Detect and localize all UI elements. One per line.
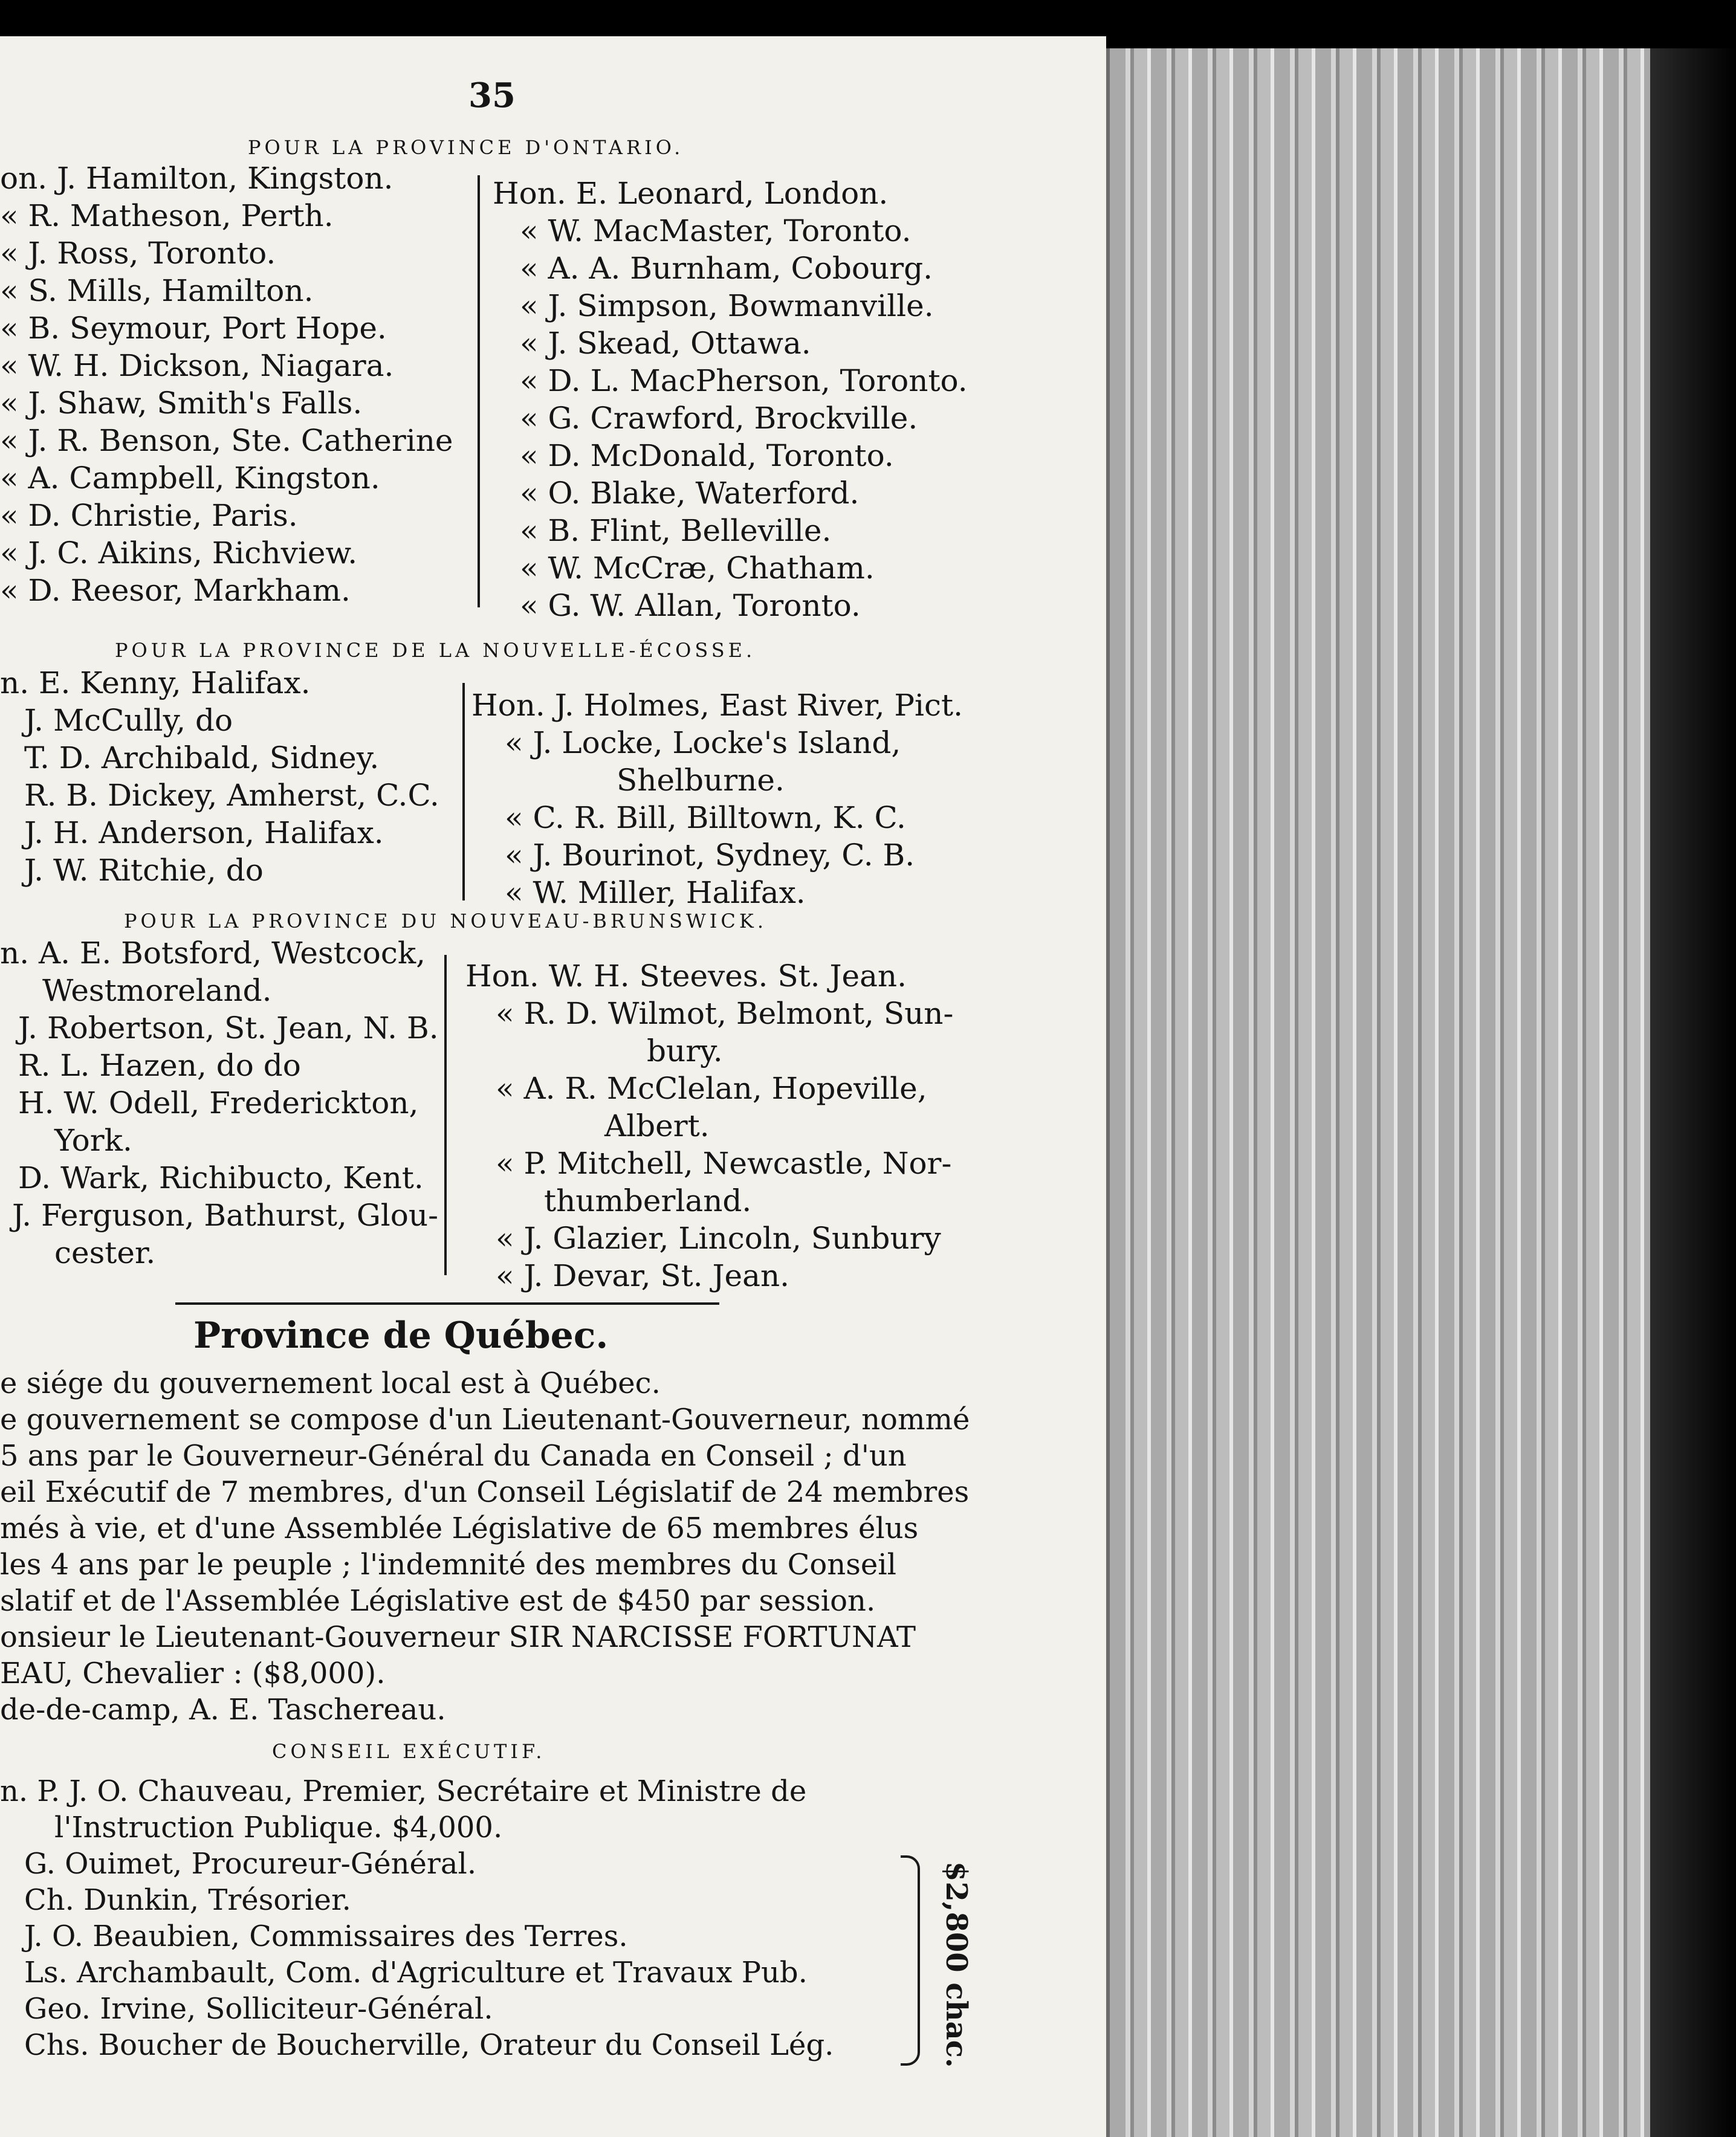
ontario-right-entry: « O. Blake, Waterford. — [520, 476, 860, 511]
book-page — [0, 36, 1106, 2137]
column-divider — [478, 175, 480, 607]
ontario-right-entry: Hon. E. Leonard, London. — [493, 176, 889, 211]
conseil-entry: l'Instruction Publique. $4,000. — [54, 1811, 503, 1844]
nb-left-entry: J. Robertson, St. Jean, N. B. — [18, 1010, 439, 1046]
nb-left-entry: R. L. Hazen, do do — [18, 1048, 301, 1083]
ns-left-entry: n. E. Kenny, Halifax. — [0, 665, 311, 700]
nb-left-entry: D. Wark, Richibucto, Kent. — [18, 1160, 424, 1195]
ontario-right-entry: « J. Skead, Ottawa. — [520, 326, 811, 361]
nb-right-entry: « J. Devar, St. Jean. — [496, 1258, 790, 1293]
salary-brace — [901, 1855, 920, 2066]
nb-right-entry: thumberland. — [544, 1183, 752, 1218]
nb-left-entry: n. A. E. Botsford, Westcock, — [0, 936, 426, 971]
nb-left-entry: H. W. Odell, Frederickton, — [18, 1085, 419, 1120]
ontario-left-entry: « J. Shaw, Smith's Falls. — [0, 386, 363, 421]
ontario-left-entry: « D. Christie, Paris. — [0, 498, 298, 533]
nouveau-brunswick-heading: POUR LA PROVINCE DU NOUVEAU-BRUNSWICK. — [124, 910, 767, 933]
quebec-text-line: de-de-camp, A. E. Taschereau. — [0, 1693, 446, 1727]
conseil-entry: n. P. J. O. Chauveau, Premier, Secrétaire et Ministre de — [0, 1774, 807, 1808]
ns-left-entry: R. B. Dickey, Amherst, C.C. — [24, 778, 439, 813]
ns-left-entry: J. W. Ritchie, do — [24, 853, 264, 888]
quebec-text-line: EAU, Chevalier : ($8,000). — [0, 1657, 386, 1690]
conseil-entry: J. O. Beaubien, Commissaires des Terres. — [24, 1919, 628, 1953]
conseil-entry: Ch. Dunkin, Trésorier. — [24, 1883, 351, 1917]
ontario-left-entry: « J. R. Benson, Ste. Catherine — [0, 423, 453, 458]
book-shadow — [1650, 48, 1736, 2137]
ns-right-entry: « J. Locke, Locke's Island, — [505, 725, 901, 760]
quebec-text-line: més à vie, et d'une Assemblée Législative de 65 membres élus — [0, 1511, 919, 1545]
ontario-right-entry: « G. W. Allan, Toronto. — [520, 588, 861, 623]
quebec-text-line: e siége du gouvernement local est à Québec. — [0, 1366, 661, 1400]
quebec-text-line: 5 ans par le Gouverneur-Général du Canada en Conseil ; d'un — [0, 1439, 907, 1473]
nb-left-entry: J. Ferguson, Bathurst, Glou- — [12, 1198, 438, 1233]
nb-right-entry: « A. R. McClelan, Hopeville, — [496, 1071, 927, 1106]
ontario-left-entry: « J. Ross, Toronto. — [0, 236, 276, 271]
ontario-right-entry: « W. McCræ, Chatham. — [520, 551, 875, 586]
nb-right-entry: « J. Glazier, Lincoln, Sunbury — [496, 1221, 941, 1256]
nb-right-entry: « R. D. Wilmot, Belmont, Sun- — [496, 996, 954, 1031]
column-divider — [462, 683, 465, 900]
nb-right-entry: Albert. — [604, 1108, 710, 1143]
nb-right-entry: Hon. W. H. Steeves. St. Jean. — [465, 959, 907, 994]
ontario-left-entry: « R. Matheson, Perth. — [0, 198, 334, 233]
conseil-entry: Ls. Archambault, Com. d'Agriculture et Travaux Pub. — [24, 1956, 808, 1990]
column-divider — [444, 955, 447, 1275]
quebec-text-line: eil Exécutif de 7 membres, d'un Conseil Législatif de 24 membres — [0, 1475, 970, 1509]
page-edges — [1106, 48, 1654, 2137]
quebec-text-line: e gouvernement se compose d'un Lieutenant-Gouverneur, nommé — [0, 1403, 970, 1437]
page-number: 35 — [468, 76, 516, 115]
ontario-left-entry: « J. C. Aikins, Richview. — [0, 535, 358, 571]
ontario-left-entry: « A. Campbell, Kingston. — [0, 461, 380, 496]
quebec-text-line: les 4 ans par le peuple ; l'indemnité des membres du Conseil — [0, 1548, 896, 1582]
ontario-left-entry: « W. H. Dickson, Niagara. — [0, 348, 394, 383]
ontario-right-entry: « D. McDonald, Toronto. — [520, 438, 894, 473]
ontario-heading: POUR LA PROVINCE D'ONTARIO. — [248, 136, 684, 159]
quebec-text-line: onsieur le Lieutenant-Gouverneur SIR NARCISSE FORTUNAT — [0, 1620, 916, 1654]
section-rule — [175, 1302, 719, 1305]
nouvelle-ecosse-heading: POUR LA PROVINCE DE LA NOUVELLE-ÉCOSSE. — [115, 639, 756, 662]
ontario-right-entry: « J. Simpson, Bowmanville. — [520, 288, 934, 323]
ns-right-entry: « J. Bourinot, Sydney, C. B. — [505, 838, 915, 873]
ontario-right-entry: « B. Flint, Belleville. — [520, 513, 832, 548]
ns-right-entry: Hon. J. Holmes, East River, Pict. — [471, 688, 964, 723]
nb-left-entry: cester. — [54, 1235, 156, 1270]
ns-right-entry: « C. R. Bill, Billtown, K. C. — [505, 800, 906, 835]
ontario-right-entry: « D. L. MacPherson, Toronto. — [520, 363, 968, 398]
ns-right-entry: Shelburne. — [617, 763, 785, 798]
ns-left-entry: J. H. Anderson, Halifax. — [24, 815, 384, 850]
ontario-right-entry: « G. Crawford, Brockville. — [520, 401, 918, 436]
ontario-right-entry: « A. A. Burnham, Cobourg. — [520, 251, 933, 286]
nb-right-entry: bury. — [647, 1033, 723, 1068]
nb-left-entry: Westmoreland. — [42, 973, 272, 1008]
ontario-right-entry: « W. MacMaster, Toronto. — [520, 213, 912, 248]
nb-left-entry: York. — [54, 1123, 132, 1158]
quebec-title: Province de Québec. — [193, 1314, 609, 1357]
salary-note: $2,800 chac. — [939, 1861, 973, 2068]
conseil-entry: G. Ouimet, Procureur-Général. — [24, 1847, 477, 1881]
conseil-entry: Chs. Boucher de Boucherville, Orateur du Conseil Lég. — [24, 2028, 834, 2062]
ontario-left-entry: « D. Reesor, Markham. — [0, 573, 351, 608]
nb-right-entry: « P. Mitchell, Newcastle, Nor- — [496, 1146, 952, 1181]
ontario-left-entry: « S. Mills, Hamilton. — [0, 273, 314, 308]
conseil-heading: CONSEIL EXÉCUTIF. — [272, 1740, 546, 1763]
conseil-entry: Geo. Irvine, Solliciteur-Général. — [24, 1992, 493, 2026]
ns-left-entry: T. D. Archibald, Sidney. — [24, 740, 380, 775]
ns-right-entry: « W. Miller, Halifax. — [505, 875, 806, 910]
ns-left-entry: J. McCully, do — [24, 703, 233, 738]
ontario-left-entry: « B. Seymour, Port Hope. — [0, 311, 387, 346]
ontario-left-entry: on. J. Hamilton, Kingston. — [0, 161, 394, 196]
quebec-text-line: slatif et de l'Assemblée Législative est de $450 par session. — [0, 1584, 876, 1618]
